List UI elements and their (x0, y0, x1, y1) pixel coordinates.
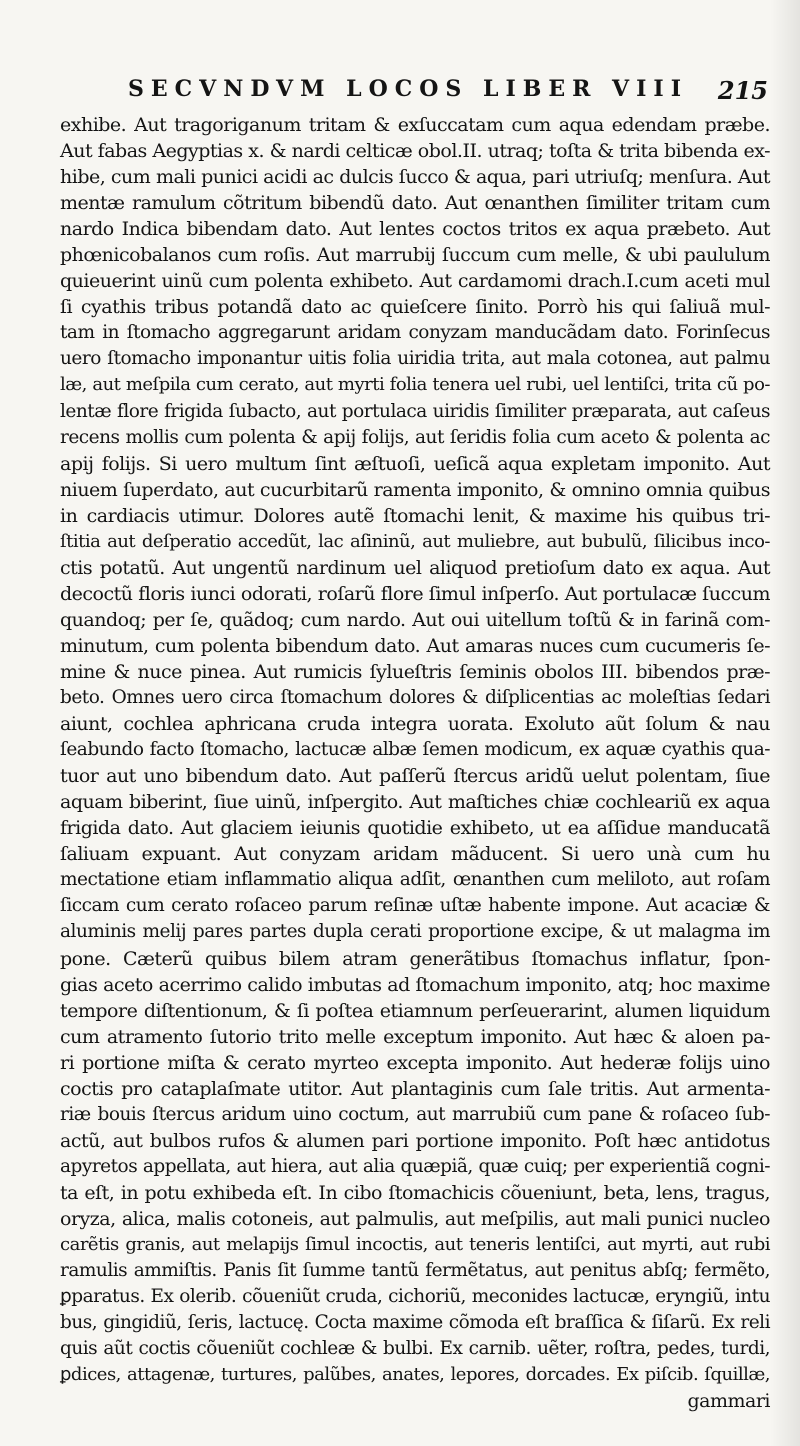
text-line: lentæ flore frigida ſubacto, aut portulaca uiridis ſimiliter præparata, aut caſeus (60, 400, 770, 422)
running-title: SECVNDVM LOCOS LIBER VIII (128, 76, 688, 102)
text-line: aquam biberint, ſiue uinũ, inſpergito. Aut maſtiches chiæ cochleariũ ex aqua (60, 791, 770, 814)
text-line: ſtitia aut deſperatio accedũt, lac aſininũ, aut muliebre, aut bubulũ, ſilicibus inco- (60, 530, 770, 552)
text-line: mentæ ramulum cõtritum bibendũ dato. Aut œnanthen ſimiliter tritam cum (60, 192, 770, 215)
text-line: recens mollis cum polenta & apij folijs, aut ſeridis folia cum aceto & polenta ac (60, 426, 770, 448)
text-line: gias aceto acerrimo calido imbutas ad ſtomachum imponito, atq; hoc maxime (60, 973, 770, 996)
text-line: actũ, aut bulbos rufos & alumen pari portione imponito. Poſt hæc antidotus (60, 1129, 770, 1152)
text-line: in cardiacis utimur. Dolores autẽ ſtomachi lenit, & maxime his quibus tri- (60, 504, 770, 527)
text-line: quis aũt coctis cõueniũt cochleæ & bulbi. Ex carnib. uẽter, roſtra, pedes, turdi, (60, 1338, 770, 1360)
text-line: ramulis ammiſtis. Panis ſit ſumme tantũ fermẽtatus, aut penitus abſq; fermẽto, (60, 1260, 770, 1282)
text-line: riæ bouis ſtercus aridum uino coctum, aut marrubiũ cum pane & roſaceo ſub- (60, 1103, 770, 1125)
text-line: ꝑdices, attagenæ, turtures, palũbes, anates, lepores, dorcades. Ex piſcib. ſquillæ, (60, 1364, 770, 1386)
text-line: phœnicobalanos cum roſis. Aut marrubij ſuccum cum melle, & ubi paululum (60, 244, 770, 267)
text-line: mectatione etiam inflammatio aliqua adſit, œnanthen cum meliloto, aut roſam (60, 869, 770, 891)
text-line: ſeabundo facto ſtomacho, lactucæ albæ ſemen modicum, ex aquæ cyathis qua- (60, 739, 770, 761)
text-line: ta eſt, in potu exhibeda eſt. In cibo ſtomachicis cõueniunt, beta, lens, tragus, (60, 1181, 770, 1204)
text-line: ſiccam cum cerato roſaceo parum reſinæ uſtæ habente impone. Aut acaciæ & (60, 895, 770, 917)
text-line: coctis pro cataplaſmate utitor. Aut plantaginis cum ſale tritis. Aut armenta- (60, 1077, 770, 1100)
text-line: carẽtis granis, aut melapijs ſimul incoctis, aut teneris lentiſci, aut myrti, aut rubi (60, 1234, 770, 1256)
text-line: mine & nuce pinea. Aut rumicis ſylueſtris ſeminis obolos III. bibendos præ- (60, 660, 770, 683)
text-line: niuem ſuperdato, aut cucurbitarũ ramenta imponito, & omnino omnia quibus (60, 478, 770, 501)
text-line: quandoq; per ſe, quãdoq; cum nardo. Aut oui uitellum toſtũ & in farinã com- (60, 608, 770, 631)
text-line: tempore diſtentionum, & ſi poſtea etiamnum perſeuerarint, alumen liquidum (60, 999, 770, 1022)
text-line: gammari (687, 1390, 770, 1413)
text-line: exhibe. Aut tragoriganum tritam & exſuccatam cum aqua edendam præbe. (60, 114, 770, 136)
text-line: beto. Omnes uero circa ſtomachum dolores & diſplicentias ac moleſtias ſedari (60, 687, 770, 709)
text-line: tuor aut uno bibendum dato. Aut paſſerũ ſtercus aridũ uelut polentam, ſiue (60, 765, 770, 788)
text-line: cum atramento ſutorio trito melle exceptum imponito. Aut hæc & aloen pa- (60, 1025, 770, 1048)
text-line: ri portione miſta & cerato myrteo excepta imponito. Aut hederæ folijs uino (60, 1051, 770, 1074)
text-line: aiunt, cochlea aphricana cruda integra uorata. Exoluto aũt ſolum & nau (60, 713, 770, 736)
page-number: 215 (717, 76, 768, 105)
text-line: ꝑparatus. Ex olerib. cõueniũt cruda, cichoriũ, meconides lactucæ, eryngiũ, intu (60, 1286, 770, 1308)
text-line: nardo Indica bibendam dato. Aut lentes coctos tritos ex aqua præbeto. Aut (60, 218, 770, 241)
text-line: ctis potatũ. Aut ungentũ nardinum uel aliquod pretioſum dato ex aqua. Aut (60, 556, 770, 579)
text-line: minutum, cum polenta bibendum dato. Aut amaras nuces cum cucumeris ſe- (60, 634, 770, 657)
text-line: apij folijs. Si uero multum ſint æſtuoſi, ueſicã aqua expletam imponito. Aut (60, 452, 770, 475)
text-line: bus, gingidiũ, ſeris, lactucę. Cocta maxime cõmoda eſt braſſica & ſiſarũ. Ex reli (60, 1312, 770, 1334)
text-line: hibe, cum mali punici acidi ac dulcis ſucco & aqua, pari utriuſq; menſura. Aut (60, 166, 770, 189)
text-line: ſaliuam expuant. Aut conyzam aridam mãducent. Si uero unà cum hu (60, 843, 770, 866)
text-line: quieuerint uinũ cum polenta exhibeto. Aut cardamomi drach.I.cum aceti mul (60, 270, 770, 293)
text-line: uero ſtomacho imponantur uitis folia uiridia trita, aut mala cotonea, aut palmu (60, 348, 770, 370)
body-text (60, 112, 770, 1414)
text-line: oryza, alica, malis cotoneis, aut palmulis, aut meſpilis, aut mali punici nucleo (60, 1207, 770, 1230)
text-line: pone. Cæterũ quibus bilem atram generãtibus ſtomachus inflatur, ſpon- (60, 947, 770, 970)
text-line: apyretos appellata, aut hiera, aut alia quæpiã, quæ cuiq; per experientiã cogni- (60, 1155, 770, 1177)
text-line: tam in ſtomacho aggregarunt aridam conyzam manducãdam dato. Forinſecus (60, 322, 770, 344)
text-line: Aut fabas Aegyptias x. & nardi celticæ obol.II. utraq; toſta & trita bibenda ex- (60, 140, 770, 163)
text-line: læ, aut meſpila cum cerato, aut myrti folia tenera uel rubi, uel lentiſci, trita cũ po- (60, 374, 770, 396)
page-header (128, 76, 768, 104)
page-edge-shadow (770, 0, 800, 1446)
text-line: frigida dato. Aut glaciem ieiunis quotidie exhibeto, ut ea aſſidue manducatã (60, 817, 770, 840)
text-line: ſi cyathis tribus potandã dato ac quieſcere ſinito. Porrò his qui ſaliuã mul- (60, 296, 770, 319)
text-line: decoctũ floris iunci odorati, roſarũ flore ſimul inſperſo. Aut portulacæ ſuccum (60, 582, 770, 605)
text-line: aluminis melij pares partes dupla cerati proportione excipe, & ut malagma im (60, 921, 770, 943)
